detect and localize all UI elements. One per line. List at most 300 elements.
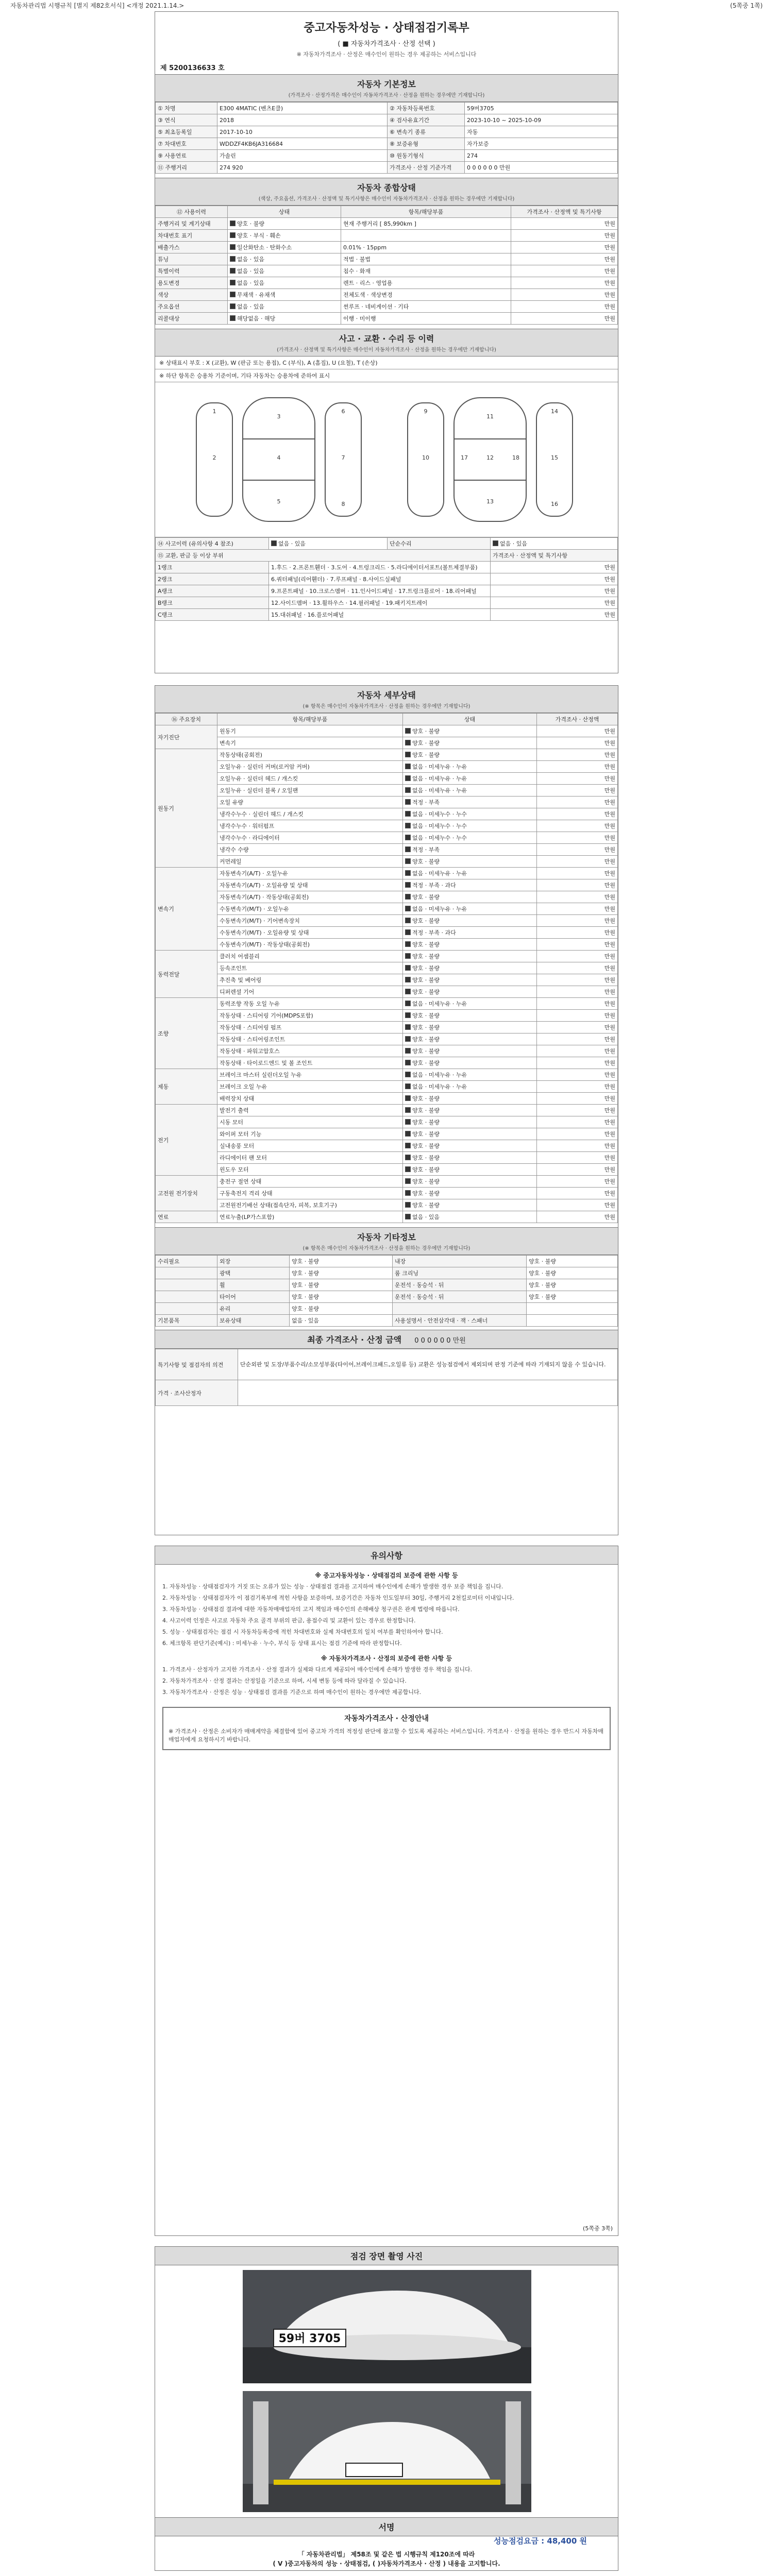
summary-detail: 현재 주행거리 [ 85,990km ] [341, 218, 511, 230]
checkbox-icon[interactable] [405, 752, 411, 757]
panel-number-label: 11 [486, 413, 494, 420]
basic-info-row [156, 150, 618, 162]
detail-title: 자동차 세부상태 [357, 690, 416, 700]
panel-number-label: 7 [341, 454, 345, 461]
checkbox-icon[interactable] [405, 906, 411, 911]
other-cell: 운전석 · 동승석 · 뒤 [393, 1279, 527, 1291]
column-header: 상태 [403, 714, 537, 725]
other-cell: 양호 · 불량 [527, 1267, 618, 1279]
basic-label: ⑪ 주행거리 [156, 162, 217, 174]
detail-table [155, 713, 618, 1223]
detail-part: 와이퍼 모터 기능 [217, 1128, 403, 1140]
summary-state: 양호 · 부식 · 훼손 [228, 230, 341, 242]
detail-part: 연료누출(LP가스포함) [217, 1211, 403, 1223]
table-row [156, 915, 618, 927]
detail-price: 만원 [537, 879, 618, 891]
table-row [156, 808, 618, 820]
summary-title: 자동차 종합상태 [357, 183, 416, 193]
checkbox-icon[interactable] [230, 244, 236, 250]
checkbox-icon[interactable] [405, 989, 411, 994]
summary-state: 없음 · 있음 [228, 277, 341, 289]
table-row [156, 903, 618, 915]
basic-value: 59버3705 [465, 103, 618, 114]
table-row [156, 1152, 618, 1164]
detail-price: 만원 [537, 785, 618, 796]
detail-price: 만원 [537, 1093, 618, 1105]
basic-label: ① 차명 [156, 103, 217, 114]
warranty-paragraphs [155, 1583, 618, 1648]
summary-price: 만원 [511, 218, 618, 230]
detail-state: 없음 · 미세누유 · 누유 [403, 903, 537, 915]
rank-row [156, 585, 618, 597]
detail-price: 만원 [537, 761, 618, 773]
detail-state: 없음 · 미세누수 · 누수 [403, 832, 537, 844]
basic-info-title: 자동차 기본정보 [357, 79, 416, 89]
summary-detail: 이행 · 미이행 [341, 313, 511, 325]
summary-state: 없음 · 있음 [228, 301, 341, 313]
detail-price: 만원 [537, 1211, 618, 1223]
panel-number-label: 12 [486, 454, 494, 461]
detail-part: 냉각수누수 · 실린더 헤드 / 개스킷 [217, 808, 403, 820]
detail-state: 적정 · 부족 · 과다 [403, 927, 537, 939]
detail-group: 자기진단 [156, 725, 217, 749]
checkbox-icon[interactable] [405, 1083, 411, 1089]
detail-part: 자동변속기(A/T) · 오일유량 및 상태 [217, 879, 403, 891]
license-plate-text: 59버 3705 [278, 2332, 341, 2345]
summary-detail: 렌트 · 리스 · 영업용 [341, 277, 511, 289]
basic-label: 가격조사 · 산정 기준가격 [388, 162, 465, 174]
detail-part: 작동상태(공회전) [217, 749, 403, 761]
page-counter: (5쪽중 3쪽) [583, 2225, 613, 2232]
notice-paragraph: 1. 자동차성능 · 상태점검자가 거짓 또는 오류가 있는 성능 · 상태점검 결과를 고지하여 매수인에게 손해가 발생한 경우 보증 책임을 집니다. [162, 1583, 503, 1590]
checkbox-icon[interactable] [493, 540, 498, 546]
checkbox-icon[interactable] [405, 1107, 411, 1113]
other-cell: 양호 · 불량 [290, 1267, 393, 1279]
detail-state: 양호 · 불량 [403, 915, 537, 927]
table-row [156, 820, 618, 832]
other-cell [527, 1315, 618, 1327]
other-cell: 외장 [217, 1256, 290, 1267]
summary-item: 배출가스 [156, 242, 228, 253]
other-cell [527, 1303, 618, 1315]
detail-part: 냉각수 수량 [217, 844, 403, 856]
basic-label: ④ 검사유효기간 [388, 114, 465, 126]
basic-label: ⑥ 변속기 종류 [388, 126, 465, 138]
basic-value: 2023-10-10 ~ 2025-10-09 [465, 114, 618, 126]
detail-part: 수동변속기(M/T) · 오일누유 [217, 903, 403, 915]
checkbox-icon[interactable] [405, 823, 411, 828]
detail-state: 없음 · 미세누유 · 누유 [403, 785, 537, 796]
checkbox-icon[interactable] [271, 540, 277, 546]
notice-paragraph: 3. 자동차성능 · 상태점검 결과에 대한 자동차매매업자의 고지 책임과 매수인의 손해배상 청구권은 관계 법령에 따릅니다. [162, 1606, 460, 1613]
checkbox-icon[interactable] [405, 977, 411, 982]
detail-state: 양호 · 불량 [403, 986, 537, 998]
other-cell: 광택 [217, 1267, 290, 1279]
table-row [156, 737, 618, 749]
table-row [156, 951, 618, 962]
notice-paragraph: 6. 체크항목 판단기준(예시) : 미세누유 · 누수, 부식 등 상태 표시는 점검 기준에 따라 판정합니다. [162, 1640, 402, 1647]
car-diagram [155, 382, 618, 537]
detail-state: 양호 · 불량 [403, 1164, 537, 1176]
other-cell: 내장 [393, 1256, 527, 1267]
detail-state: 없음 · 미세누유 · 누유 [403, 868, 537, 879]
law-line-2: ( V )중고자동차의 성능 · 상태점검, ( )자동차가격조사 · 산정 ) 내용을 고지합니다. [273, 2560, 500, 2567]
checkbox-icon[interactable] [405, 918, 411, 923]
other-cell: 타이어 [217, 1291, 290, 1303]
detail-price: 만원 [537, 832, 618, 844]
checkbox-icon[interactable] [230, 232, 236, 238]
panel-number-label: 4 [277, 454, 281, 461]
detail-state: 없음 · 미세누수 · 누수 [403, 820, 537, 832]
detail-state: 없음 · 미세누유 · 누유 [403, 761, 537, 773]
other-cell [156, 1279, 217, 1291]
checkbox-icon[interactable] [405, 929, 411, 935]
table-row [156, 1291, 618, 1303]
column-header: 가격조사 · 산정액 [537, 714, 618, 725]
page-subtitle: ( ■ 자동차가격조사 · 산정 선택 ) [338, 40, 435, 48]
accident-legend-2: ※ 하단 항목은 승용차 기준이며, 기타 자동차는 승용차에 준하여 표시 [155, 369, 618, 382]
basic-value: 가솔린 [217, 150, 388, 162]
checkbox-icon[interactable] [405, 775, 411, 781]
checkbox-icon[interactable] [405, 894, 411, 900]
table-row [156, 1045, 618, 1057]
final-price-label: 최종 가격조사 · 산정 금액 [307, 1335, 402, 1345]
abnormal-parts-label: ⑮ 교환, 판금 등 이상 부위 [156, 550, 491, 562]
detail-state: 양호 · 불량 [403, 1010, 537, 1022]
other-cell [156, 1267, 217, 1279]
detail-state: 양호 · 불량 [403, 856, 537, 868]
checkbox-icon[interactable] [405, 1202, 411, 1208]
checkbox-icon[interactable] [405, 835, 411, 840]
detail-state: 양호 · 불량 [403, 725, 537, 737]
basic-label: ⑨ 사용연료 [156, 150, 217, 162]
summary-price: 만원 [511, 313, 618, 325]
basic-info-subtitle: (가격조사 · 산정가격은 매수인이 자동차가격조사 · 산정을 원하는 경우에만 기재합니다) [288, 93, 485, 98]
checkbox-icon[interactable] [405, 1001, 411, 1006]
checkbox-icon[interactable] [230, 315, 236, 321]
checkbox-icon[interactable] [405, 764, 411, 769]
detail-state: 양호 · 불량 [403, 1116, 537, 1128]
car-front-photo [243, 2270, 531, 2383]
other-cell: 기본품목 [156, 1315, 217, 1327]
table-row [156, 230, 618, 242]
table-row [156, 1176, 618, 1188]
detail-part: 등속조인트 [217, 962, 403, 974]
column-header: 항목/해당부품 [341, 206, 511, 218]
detail-price: 만원 [537, 856, 618, 868]
detail-state: 양호 · 불량 [403, 1152, 537, 1164]
checkbox-icon[interactable] [405, 1178, 411, 1184]
table-row [156, 891, 618, 903]
detail-price: 만원 [537, 998, 618, 1010]
table-row [156, 749, 618, 761]
price-guide-title: 자동차가격조사 · 산정안내 [344, 1715, 429, 1723]
panel-number-label: 15 [551, 454, 558, 461]
inspection-fee: 성능점검요금 : 48,400 원 [494, 2536, 587, 2546]
detail-part: 디퍼렌셜 기어 [217, 986, 403, 998]
checkbox-icon[interactable] [405, 1190, 411, 1196]
basic-info-header [155, 74, 618, 102]
checkbox-icon[interactable] [405, 1214, 411, 1219]
checkbox-icon[interactable] [230, 280, 236, 285]
detail-state: 없음 · 미세누유 · 누유 [403, 773, 537, 785]
panel-number-label: 13 [486, 498, 494, 505]
panel-number-label: 6 [341, 408, 345, 415]
detail-part: 수동변속기(M/T) · 작동상태(공회전) [217, 939, 403, 951]
detail-price: 만원 [537, 1199, 618, 1211]
table-row [156, 1081, 618, 1093]
checkbox-icon[interactable] [230, 268, 236, 274]
table-row [156, 939, 618, 951]
checkbox-icon[interactable] [405, 1060, 411, 1065]
price-warranty-heading: ※ 자동차가격조사 · 산정의 보증에 관한 사항 등 [321, 1655, 452, 1662]
detail-part: 시동 모터 [217, 1116, 403, 1128]
table-row [156, 1116, 618, 1128]
car-outline-diagram [155, 382, 618, 537]
inspection-page-4 [155, 2246, 618, 2571]
checkbox-icon[interactable] [405, 870, 411, 876]
table-row [156, 1128, 618, 1140]
detail-price: 만원 [537, 1057, 618, 1069]
detail-subtitle: (※ 항목은 매수인이 자동차가격조사 · 산정을 원하는 경우에만 기재합니다) [303, 704, 470, 709]
detail-part: 작동상태 · 파워고압호스 [217, 1045, 403, 1057]
checkbox-icon[interactable] [405, 1012, 411, 1018]
detail-state: 없음 · 미세누수 · 누수 [403, 808, 537, 820]
summary-item: 주행거리 및 계기상태 [156, 218, 228, 230]
table-row [156, 796, 618, 808]
panel-number-label: 14 [551, 408, 558, 415]
page-title: 중고자동차성능 · 상태점검기록부 [304, 22, 469, 35]
table-row [156, 773, 618, 785]
price-assessor-value [238, 1380, 618, 1406]
checkbox-icon[interactable] [405, 1166, 411, 1172]
summary-item: 주요옵션 [156, 301, 228, 313]
detail-state: 양호 · 불량 [403, 1199, 537, 1211]
accident-legend: ※ 상태표시 부호 : X (교환), W (판금 또는 용접), C (부식), A (흠집), U (요철), T (손상) [155, 357, 618, 369]
checkbox-icon[interactable] [405, 1072, 411, 1077]
accident-title: 사고 · 교환 · 수리 등 이력 [339, 334, 434, 344]
price-guide-text: ※ 가격조사 · 산정은 소비자가 매매계약을 체결함에 있어 중고차 가격의 적정성 판단에 참고할 수 있도록 제공하는 서비스입니다. 가격조사 · 산정을 원하는 경우 반드시 자동차매매업자에게 요청하시기 바랍니다. [169, 1728, 603, 1743]
detail-price: 만원 [537, 962, 618, 974]
detail-part: 작동상태 · 스티어링 펌프 [217, 1022, 403, 1033]
detail-state: 양호 · 불량 [403, 1045, 537, 1057]
table-row [156, 1267, 618, 1279]
checkbox-icon[interactable] [230, 256, 236, 262]
basic-info-row [156, 103, 618, 114]
warranty-heading: ※ 중고자동차성능 · 상태점검의 보증에 관한 사항 등 [315, 1572, 458, 1579]
table-row [156, 1140, 618, 1152]
summary-item: 차대번호 표기 [156, 230, 228, 242]
price-assessor-label: 가격 · 조사산정자 [156, 1380, 238, 1406]
checkbox-icon[interactable] [405, 1036, 411, 1042]
detail-state: 양호 · 불량 [403, 974, 537, 986]
rank-items: 6.쿼터패널(리어휀더) · 7.루프패널 · 8.사이드실패널 [269, 573, 491, 585]
table-row [156, 1199, 618, 1211]
table-row [156, 218, 618, 230]
other-cell [156, 1303, 217, 1315]
table-row [156, 1188, 618, 1199]
notice-paragraph: 2. 자동차성능 · 상태점검자가 이 점검기록부에 적힌 사항을 보증하며, 보증기간은 자동차 인도일부터 30일, 주행거리 2천킬로미터 이내입니다. [162, 1595, 514, 1601]
other-cell: 휠 [217, 1279, 290, 1291]
table-row [156, 1279, 618, 1291]
accident-header [155, 329, 618, 357]
checkbox-icon[interactable] [230, 292, 236, 297]
checkbox-icon[interactable] [405, 1119, 411, 1125]
rank-price: 만원 [491, 562, 618, 573]
rank-row [156, 609, 618, 621]
panel-number-label: 16 [551, 501, 558, 507]
panel-number-label: 18 [512, 454, 519, 461]
inspection-photo-lift [243, 2391, 531, 2512]
detail-price: 만원 [537, 939, 618, 951]
checkbox-icon[interactable] [405, 811, 411, 817]
checkbox-icon[interactable] [405, 1024, 411, 1030]
column-header: ⑯ 주요장치 [156, 714, 217, 725]
car-lift-photo [243, 2391, 531, 2512]
detail-price: 만원 [537, 927, 618, 939]
notice-paragraph: 4. 사고이력 인정은 사고로 자동차 주요 골격 부위의 판금, 용접수리 및 교환이 있는 경우로 한정합니다. [162, 1617, 416, 1624]
detail-price: 만원 [537, 891, 618, 903]
checkbox-icon[interactable] [405, 965, 411, 971]
detail-part: 라디에이터 팬 모터 [217, 1152, 403, 1164]
detail-state: 적정 · 부족 · 과다 [403, 879, 537, 891]
checkbox-icon[interactable] [405, 858, 411, 864]
special-notes-table [155, 1349, 618, 1406]
table-row [156, 1069, 618, 1081]
notice-paragraph: 2. 자동차가격조사 · 산정 결과는 산정일을 기준으로 하며, 시세 변동 등에 따라 달라질 수 있습니다. [162, 1677, 407, 1684]
detail-price: 만원 [537, 1164, 618, 1176]
other-info-header [155, 1227, 618, 1255]
detail-part: 냉각수누수 · 워터펌프 [217, 820, 403, 832]
checkbox-icon[interactable] [405, 882, 411, 888]
other-cell: 양호 · 불량 [527, 1279, 618, 1291]
basic-info-table [155, 102, 618, 174]
other-cell: 사용설명서 · 안전삼각대 · 잭 · 스패너 [393, 1315, 527, 1327]
other-cell: 룸 크리닝 [393, 1267, 527, 1279]
rank-label: 2랭크 [156, 573, 269, 585]
column-header: 상태 [228, 206, 341, 218]
summary-item: 튜닝 [156, 253, 228, 265]
detail-part: 브레이크 마스터 실린더오일 누유 [217, 1069, 403, 1081]
detail-state: 양호 · 불량 [403, 1128, 537, 1140]
other-cell: 양호 · 불량 [527, 1256, 618, 1267]
form-law-reference: 자동차관리법 시행규칙 [별지 제82호서식] <개정 2021.1.14.> [10, 2, 184, 9]
accident-table [155, 537, 618, 621]
other-cell: 양호 · 불량 [290, 1256, 393, 1267]
summary-detail: 썬루프 · 네비게이션 · 기타 [341, 301, 511, 313]
checkbox-icon[interactable] [230, 303, 236, 309]
inspection-page-2 [155, 685, 618, 1535]
detail-price: 만원 [537, 844, 618, 856]
detail-price: 만원 [537, 915, 618, 927]
checkbox-icon[interactable] [405, 740, 411, 745]
table-row [156, 868, 618, 879]
checkbox-icon[interactable] [405, 787, 411, 793]
detail-state: 양호 · 불량 [403, 891, 537, 903]
detail-price: 만원 [537, 1010, 618, 1022]
rank-row [156, 597, 618, 609]
basic-value: WDDZF4KB6JA316684 [217, 138, 388, 150]
checkbox-icon[interactable] [230, 221, 236, 226]
checkbox-icon[interactable] [405, 799, 411, 805]
checkbox-icon[interactable] [405, 1095, 411, 1101]
summary-state: 무채색 · 유채색 [228, 289, 341, 301]
sheet-number: 제 5200136633 호 [160, 64, 225, 72]
rank-items: 15.대쉬패널 · 16.플로어패널 [269, 609, 491, 621]
table-row [156, 879, 618, 891]
other-cell: 유리 [217, 1303, 290, 1315]
checkbox-icon[interactable] [405, 1155, 411, 1160]
notice-header [155, 1546, 618, 1565]
rank-price: 만원 [491, 573, 618, 585]
detail-part: 고전원전기배선 상태(접속단자, 피복, 보호기구) [217, 1199, 403, 1211]
detail-part: 수동변속기(M/T) · 기어변속장치 [217, 915, 403, 927]
rank-label: C랭크 [156, 609, 269, 621]
other-cell [156, 1291, 217, 1303]
checkbox-icon[interactable] [405, 846, 411, 852]
checkbox-icon[interactable] [405, 1143, 411, 1148]
summary-table [155, 206, 618, 325]
checkbox-icon[interactable] [405, 941, 411, 947]
summary-detail [341, 230, 511, 242]
table-row [156, 974, 618, 986]
detail-part: 자동변속기(A/T) · 오일누유 [217, 868, 403, 879]
checkbox-icon[interactable] [405, 728, 411, 734]
checkbox-icon[interactable] [405, 1131, 411, 1137]
photo-header [155, 2247, 618, 2265]
detail-group: 변속기 [156, 868, 217, 951]
basic-value: E300 4MATIC (벤츠E클) [217, 103, 388, 114]
basic-value: 자동 [465, 126, 618, 138]
inspection-page-3 [155, 1546, 618, 2236]
detail-price: 만원 [537, 986, 618, 998]
detail-group: 제동 [156, 1069, 217, 1105]
detail-part: 동력조향 작동 오일 누유 [217, 998, 403, 1010]
table-row [156, 844, 618, 856]
column-header: 가격조사 · 산정액 및 특기사항 [511, 206, 618, 218]
detail-part: 커먼레일 [217, 856, 403, 868]
detail-state: 양호 · 불량 [403, 749, 537, 761]
table-row [156, 927, 618, 939]
table-row [156, 289, 618, 301]
detail-part: 실내송풍 모터 [217, 1140, 403, 1152]
detail-price: 만원 [537, 725, 618, 737]
table-row [156, 998, 618, 1010]
other-info-title: 자동차 기타정보 [357, 1232, 416, 1242]
detail-state: 양호 · 불량 [403, 1022, 537, 1033]
detail-state: 양호 · 불량 [403, 1093, 537, 1105]
summary-detail: 0.01% · 15ppm [341, 242, 511, 253]
detail-state: 양호 · 불량 [403, 1033, 537, 1045]
page-counter: (5쪽중 1쪽) [730, 2, 763, 9]
final-price-value: 0 0 0 0 0 0 만원 [414, 1337, 466, 1345]
summary-price: 만원 [511, 301, 618, 313]
checkbox-icon[interactable] [405, 1048, 411, 1054]
detail-price: 만원 [537, 951, 618, 962]
detail-part: 냉각수누수 · 라디에이터 [217, 832, 403, 844]
checkbox-icon[interactable] [405, 953, 411, 959]
notice-title: 유의사항 [371, 1551, 402, 1561]
detail-price: 만원 [537, 1022, 618, 1033]
detail-part: 브레이크 오일 누유 [217, 1081, 403, 1093]
detail-group: 원동기 [156, 749, 217, 868]
detail-part: 변속기 [217, 737, 403, 749]
summary-detail: 전체도색 · 색상변경 [341, 289, 511, 301]
table-row [156, 1057, 618, 1069]
rank-items: 1.후드 · 2.프론트휀더 · 3.도어 · 4.트렁크리드 · 5.라디에이터서포트(볼트체결부품) [269, 562, 491, 573]
detail-state: 양호 · 불량 [403, 951, 537, 962]
detail-price: 만원 [537, 820, 618, 832]
